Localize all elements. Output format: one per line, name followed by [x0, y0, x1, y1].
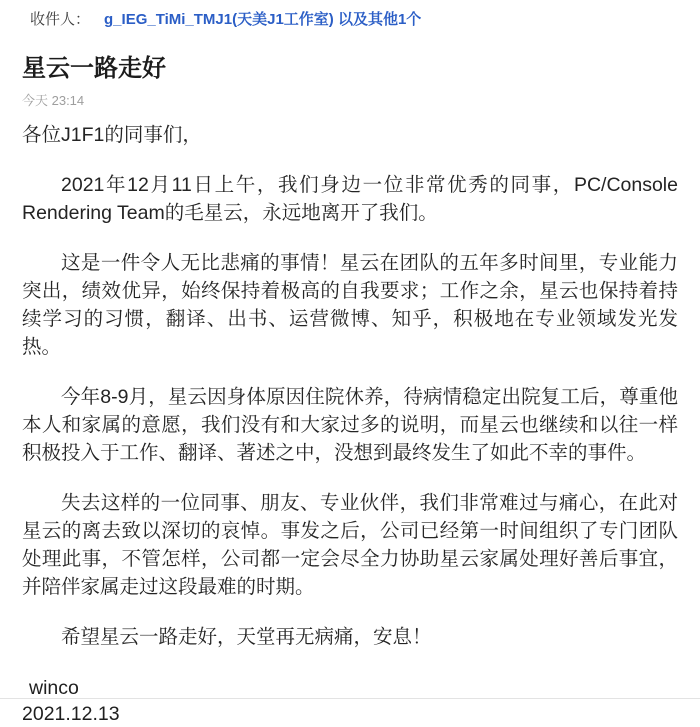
email-paragraph: 这是一件令人无比悲痛的事情！星云在团队的五年多时间里，专业能力突出，绩效优异，始终保持着极高的自我要求；工作之余，星云也保持着持续学习的习惯，翻译、出书、运营微博、知乎，积极地在专业领域发光发热。: [22, 252, 678, 358]
email-timestamp: 今天 23:14: [22, 93, 85, 108]
email-closing: 希望星云一路走好，天堂再无病痛，安息！: [61, 626, 432, 648]
email-signature-block: [22, 675, 678, 727]
email-paragraph: 2021年12月11日上午，我们身边一位非常优秀的同事，PC/Console Rendering Team的毛星云，永远地离开了我们。: [22, 174, 678, 224]
email-body: [22, 121, 678, 651]
recipient-row: [22, 10, 678, 30]
to-label: 收件人：: [30, 11, 91, 28]
email-subject: 星云一路走好: [22, 55, 166, 82]
email-paragraph: 今年8-9月，星云因身体原因住院休养，待病情稳定出院复工后，尊重他本人和家属的意愿，我们没有和大家过多的说明，而星云也继续和以往一样积极投入于工作、翻译、著述之中，没想到最终发生了如此不幸的事件。: [22, 386, 678, 464]
email-greeting: 各位J1F1的同事们，: [22, 124, 202, 146]
signature-date: 2021.12.13: [22, 703, 120, 725]
email-paragraph: 失去这样的一位同事、朋友、专业伙伴，我们非常难过与痛心，在此对星云的离去致以深切的哀悼。事发之后，公司已经第一时间组织了专门团队处理此事，不管怎样，公司都一定会尽全力协助星云家属处理好善后事宜，并陪伴家属走过这段最难的时期。: [22, 492, 678, 598]
recipient-group-link[interactable]: g_IEG_TiMi_TMJ1(天美J1工作室) 以及其他1个: [104, 11, 422, 28]
signature-name: winco: [29, 677, 79, 699]
